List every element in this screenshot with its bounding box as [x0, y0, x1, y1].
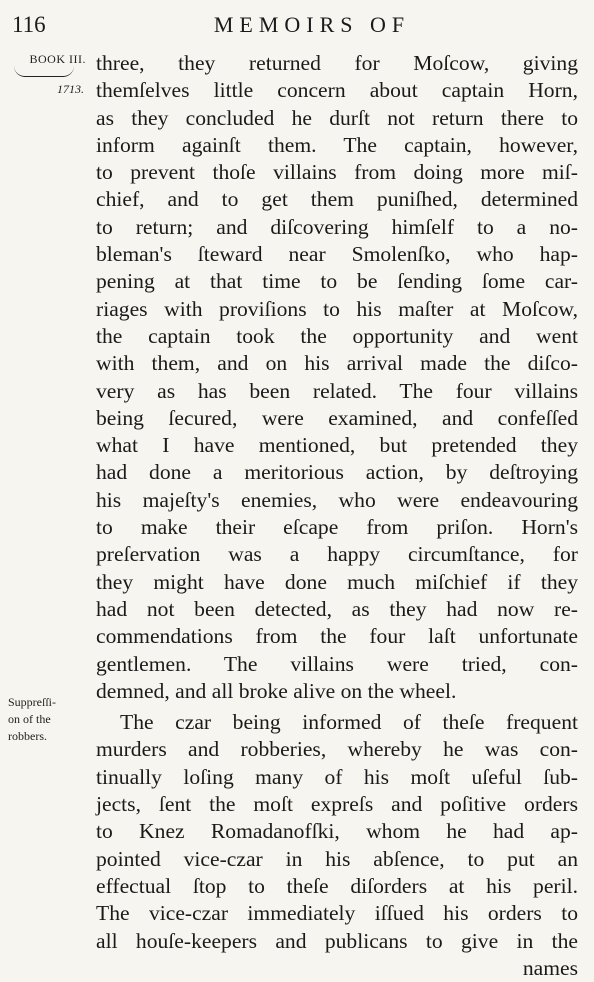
text-line: three, they returned for Moſcow, giving: [96, 51, 578, 75]
text-line: to make their eſcape from priſon. Horn's: [96, 515, 578, 540]
page-number: 116: [12, 12, 46, 37]
text-line: what I have mentioned, but pretended they: [96, 433, 578, 458]
text-line: to Knez Romadanofſki, whom he had ap-: [96, 819, 578, 844]
text-line: themſelves little concern about captain Horn,: [96, 78, 578, 103]
text-line: to return; and diſcovering himſelf to a no-: [96, 214, 578, 239]
text-line: his majeſty's enemies, who were endeavouring: [96, 487, 578, 512]
paragraph-1: [96, 50, 578, 705]
body-text: [96, 50, 578, 982]
text-line: being ſecured, were examined, and confeſſed: [96, 405, 578, 430]
text-line: The czar being informed of theſe frequent: [120, 710, 578, 735]
text-line: chief, and to get them puniſhed, determined: [96, 187, 578, 212]
text-line: murders and robberies, whereby he was con-: [96, 737, 578, 762]
text-line: tinually loſing many of his moſt uſeful ſub-: [96, 764, 578, 789]
page-header: [0, 8, 594, 44]
sidenote-line: robbers.: [8, 729, 47, 743]
text-line: jects, ſent the moſt expreſs and poſitive orders: [96, 792, 578, 817]
text-line: pening at that time to be ſending ſome car-: [96, 269, 578, 294]
text-line: preſervation was a happy circumſtance, for: [96, 542, 578, 567]
text-line: The vice-czar immediately iſſued his orders to: [96, 901, 578, 926]
year-label: 1713.: [57, 82, 84, 96]
text-line: to prevent thoſe villains from doing more miſ-: [96, 160, 578, 185]
brace-icon: [14, 66, 74, 77]
paragraph-2: [96, 709, 578, 955]
text-line: pointed vice-czar in his abſence, to put an: [96, 846, 578, 871]
text-line: demned, and all broke alive on the wheel.: [96, 678, 457, 703]
text-line: they might have done much miſchief if they: [96, 569, 578, 594]
text-line: with them, and on his arrival made the diſco-: [96, 351, 578, 376]
text-line: commendations from the four laſt unfortunate: [96, 624, 578, 649]
text-line: all houſe-keepers and publicans to give in the: [96, 928, 578, 953]
text-line: had done a meritorious action, by deſtroying: [96, 460, 578, 485]
margin-sidenote: [8, 694, 84, 745]
text-line: effectual ſtop to theſe diſorders at his peril.: [96, 873, 578, 898]
text-line: the captain took the opportunity and went: [96, 323, 578, 348]
text-line: bleman's ſteward near Smolenſko, who hap-: [96, 242, 578, 267]
sidenote-line: on of the: [8, 712, 51, 726]
catchword: names: [522, 955, 578, 980]
text-line: had not been detected, as they had now re-: [96, 596, 578, 621]
text-line: gentlemen. The villains were tried, con-: [96, 651, 578, 676]
text-line: as they concluded he durſt not return there to: [96, 105, 578, 130]
sidenote-line: Suppreſſi-: [8, 695, 56, 709]
text-line: riages with proviſions to his maſter at Moſcow,: [96, 296, 578, 321]
running-head: MEMOIRS OF: [213, 12, 411, 37]
text-line: inform againſt them. The captain, however,: [96, 132, 578, 157]
book-label: BOOK III.: [29, 52, 86, 66]
text-line: very as has been related. The four villains: [96, 378, 578, 403]
